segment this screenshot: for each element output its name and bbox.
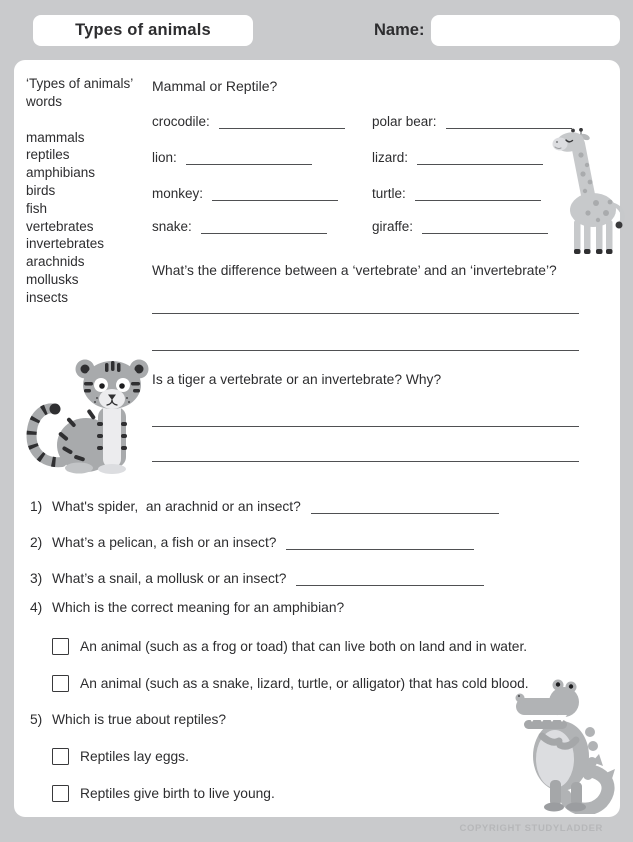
answer-line[interactable] (152, 350, 579, 351)
answer-blank[interactable] (186, 151, 312, 165)
crocodile-illustration (514, 672, 619, 814)
checkbox-option (52, 785, 275, 802)
answer-blank[interactable] (296, 572, 484, 586)
question-number: 2) (30, 535, 43, 550)
page-title: Types of animals (75, 21, 211, 39)
question-row (30, 535, 605, 550)
word-bank-item: invertebrates (26, 236, 105, 252)
fill-label: crocodile: (152, 114, 210, 129)
checkbox-label: Reptiles lay eggs. (80, 749, 189, 764)
question-row (30, 499, 605, 514)
word-bank-item: fish (26, 200, 48, 216)
question-text: What's spider, an arachnid or an insect? (52, 499, 301, 514)
answer-blank[interactable] (201, 220, 327, 234)
checkbox-label: An animal (such as a snake, lizard, turtle, or alligator) that has cold blood. (80, 676, 529, 691)
checkbox-q4-option-2[interactable] (52, 675, 69, 692)
fill-row (152, 114, 622, 129)
question-row (30, 571, 605, 586)
name-input[interactable] (431, 15, 620, 46)
answer-blank[interactable] (311, 500, 499, 514)
word-bank-item: reptiles (26, 147, 70, 163)
word-bank-item: mollusks (26, 272, 79, 287)
word-bank-item: amphibians (26, 165, 96, 181)
fill-label: lizard: (372, 150, 409, 165)
checkbox-option (52, 638, 527, 655)
fill-label: turtle: (372, 186, 406, 201)
answer-blank[interactable] (415, 187, 541, 201)
section-heading: Mammal or Reptile? (152, 78, 278, 94)
question-row (30, 600, 605, 615)
worksheet-title-box (33, 15, 253, 46)
answer-blank[interactable] (422, 220, 548, 234)
answer-blank[interactable] (219, 115, 345, 129)
checkbox-option (52, 675, 529, 692)
answer-blank[interactable] (417, 151, 543, 165)
copyright-text: COPYRIGHT STUDYLADDER (459, 823, 603, 834)
answer-blank[interactable] (212, 187, 338, 201)
checkbox-q5-option-1[interactable] (52, 748, 69, 765)
question-number: 4) (30, 600, 43, 615)
question-text: Which is true about reptiles? (52, 712, 227, 727)
word-bank (26, 75, 146, 307)
answer-line[interactable] (152, 461, 579, 462)
question-text: What’s a snail, a mollusk or an insect? (52, 571, 287, 586)
checkbox-label: An animal (such as a frog or toad) that can live both on land and in water. (80, 639, 528, 654)
answer-line[interactable] (152, 426, 579, 427)
word-bank-item: birds (26, 183, 56, 199)
question-text: What’s a pelican, a fish or an insect? (52, 535, 277, 550)
question-text: Which is the correct meaning for an amphibian? (52, 600, 345, 615)
question-vertebrate: What’s the difference between a ‘vertebrate’ and an ‘invertebrate’? (152, 263, 557, 278)
word-bank-heading: ‘Types of animals’ words (26, 76, 133, 109)
fill-label: polar bear: (372, 114, 437, 129)
word-bank-item: vertebrates (26, 218, 94, 234)
question-number: 1) (30, 499, 43, 514)
fill-label: giraffe: (372, 219, 414, 234)
fill-label: lion: (152, 150, 177, 165)
answer-line[interactable] (152, 313, 579, 314)
word-bank-item: mammals (26, 129, 85, 145)
worksheet-card (14, 60, 620, 817)
question-number: 3) (30, 571, 43, 586)
answer-blank[interactable] (446, 115, 572, 129)
word-bank-list (26, 129, 146, 307)
answer-blank[interactable] (286, 536, 474, 550)
checkbox-option (52, 748, 189, 765)
checkbox-label: Reptiles give birth to live young. (80, 786, 275, 801)
name-label: Name: (374, 21, 425, 39)
fill-label: monkey: (152, 186, 204, 201)
checkbox-q5-option-2[interactable] (52, 785, 69, 802)
question-tiger: Is a tiger a vertebrate or an invertebrate? Why? (152, 372, 442, 387)
question-number: 5) (30, 712, 43, 727)
word-bank-item: insects (26, 289, 69, 305)
giraffe-illustration (550, 128, 628, 258)
word-bank-item: arachnids (26, 254, 85, 270)
checkbox-q4-option-1[interactable] (52, 638, 69, 655)
tiger-illustration (22, 352, 162, 477)
fill-label: snake: (152, 219, 192, 234)
